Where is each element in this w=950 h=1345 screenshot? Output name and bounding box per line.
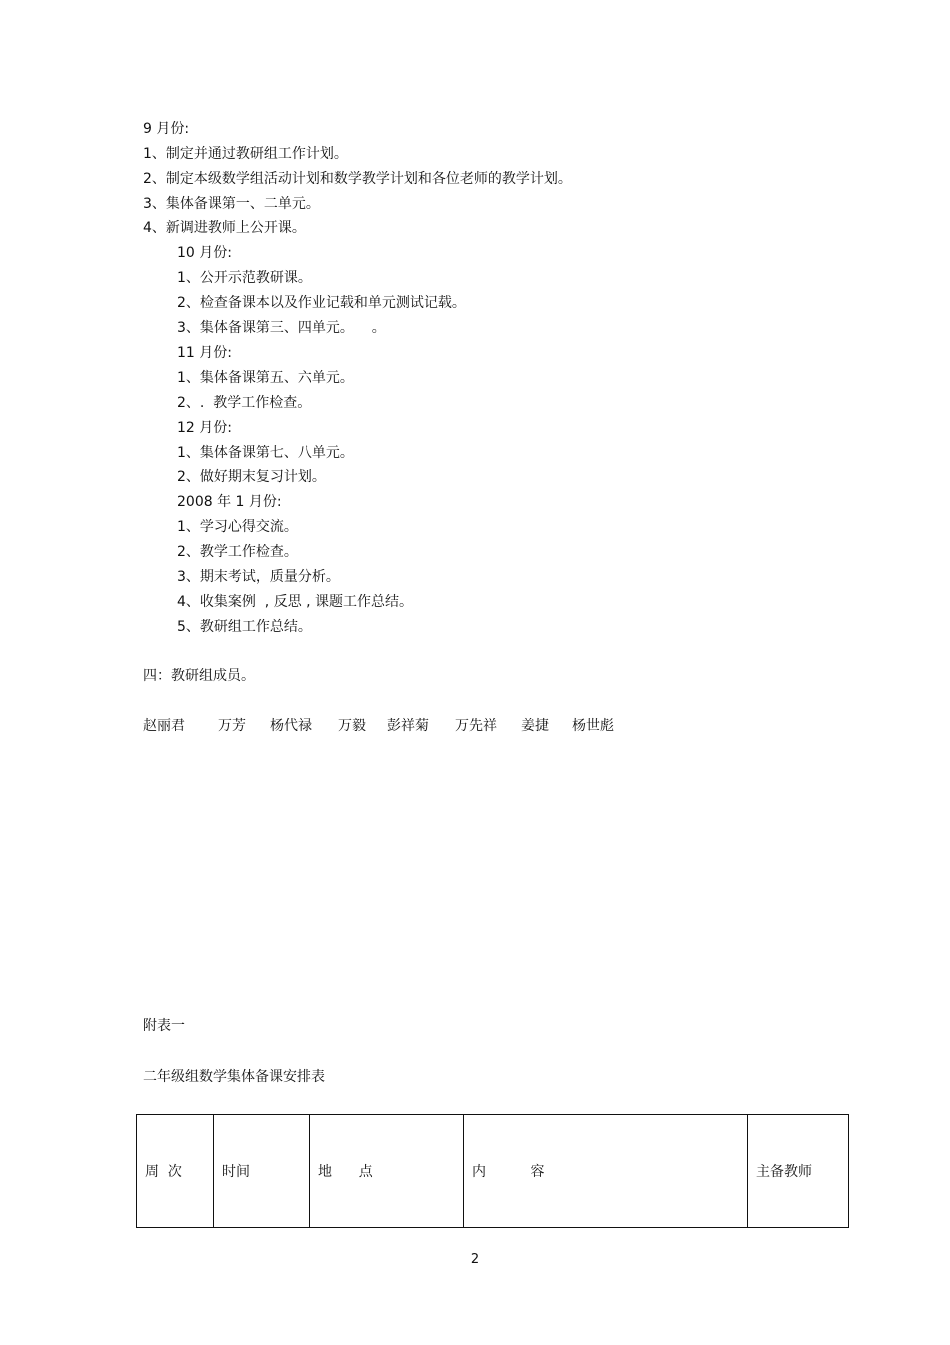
member-name: 杨世彪 — [572, 718, 614, 734]
page-number: 2 — [470, 1252, 480, 1267]
appendix-title: 二年级组数学集体备课安排表 — [143, 1069, 325, 1085]
member-name: 赵丽君 — [143, 718, 185, 734]
list-item: 1、学习心得交流。 — [177, 519, 298, 535]
list-item: 1、制定并通过教研组工作计划。 — [143, 146, 348, 162]
month-heading-nov: 11 月份: — [177, 345, 232, 361]
table-header-cell: 周 次 — [137, 1115, 214, 1228]
list-item: 1、公开示范教研课。 — [177, 270, 312, 286]
list-item: 1、集体备课第五、六单元。 — [177, 370, 354, 386]
member-name: 万芳 — [218, 718, 246, 734]
list-item: 2、. 教学工作检查。 — [177, 395, 312, 411]
member-name: 姜捷 — [521, 718, 549, 734]
table-header-cell: 时间 — [214, 1115, 310, 1228]
month-heading-oct: 10 月份: — [177, 245, 232, 261]
list-item: 2、检查备课本以及作业记载和单元测试记载。 — [177, 295, 466, 311]
list-item: 2、制定本级数学组活动计划和数学教学计划和各位老师的教学计划。 — [143, 171, 572, 187]
list-item: 3、集体备课第三、四单元。 。 — [177, 320, 386, 336]
list-item: 4、收集案例 , 反思 , 课题工作总结。 — [177, 594, 414, 610]
schedule-table — [136, 1114, 849, 1228]
month-heading-sep: 9 月份: — [143, 121, 190, 137]
member-list — [143, 717, 743, 735]
month-heading-jan: 2008 年 1 月份: — [177, 494, 282, 510]
list-item: 3、期末考试，质量分析。 — [177, 569, 340, 585]
table-header-row — [137, 1115, 849, 1228]
table-header-cell: 内 容 — [464, 1115, 748, 1228]
appendix-label: 附表一 — [143, 1018, 185, 1034]
list-item: 3、集体备课第一、二单元。 — [143, 196, 320, 212]
member-name: 彭祥菊 — [387, 718, 429, 734]
member-name: 万毅 — [338, 718, 366, 734]
member-name: 杨代禄 — [270, 718, 312, 734]
list-item: 2、做好期末复习计划。 — [177, 469, 326, 485]
member-name: 万先祥 — [455, 718, 497, 734]
list-item: 4、新调进教师上公开课。 — [143, 220, 306, 236]
list-item: 5、教研组工作总结。 — [177, 619, 312, 635]
table-header-cell: 主备教师 — [748, 1115, 849, 1228]
list-item: 1、集体备课第七、八单元。 — [177, 445, 354, 461]
table-header-cell: 地 点 — [310, 1115, 464, 1228]
list-item: 2、教学工作检查。 — [177, 544, 298, 560]
section-heading-members: 四：教研组成员。 — [143, 668, 255, 684]
month-heading-dec: 12 月份: — [177, 420, 232, 436]
